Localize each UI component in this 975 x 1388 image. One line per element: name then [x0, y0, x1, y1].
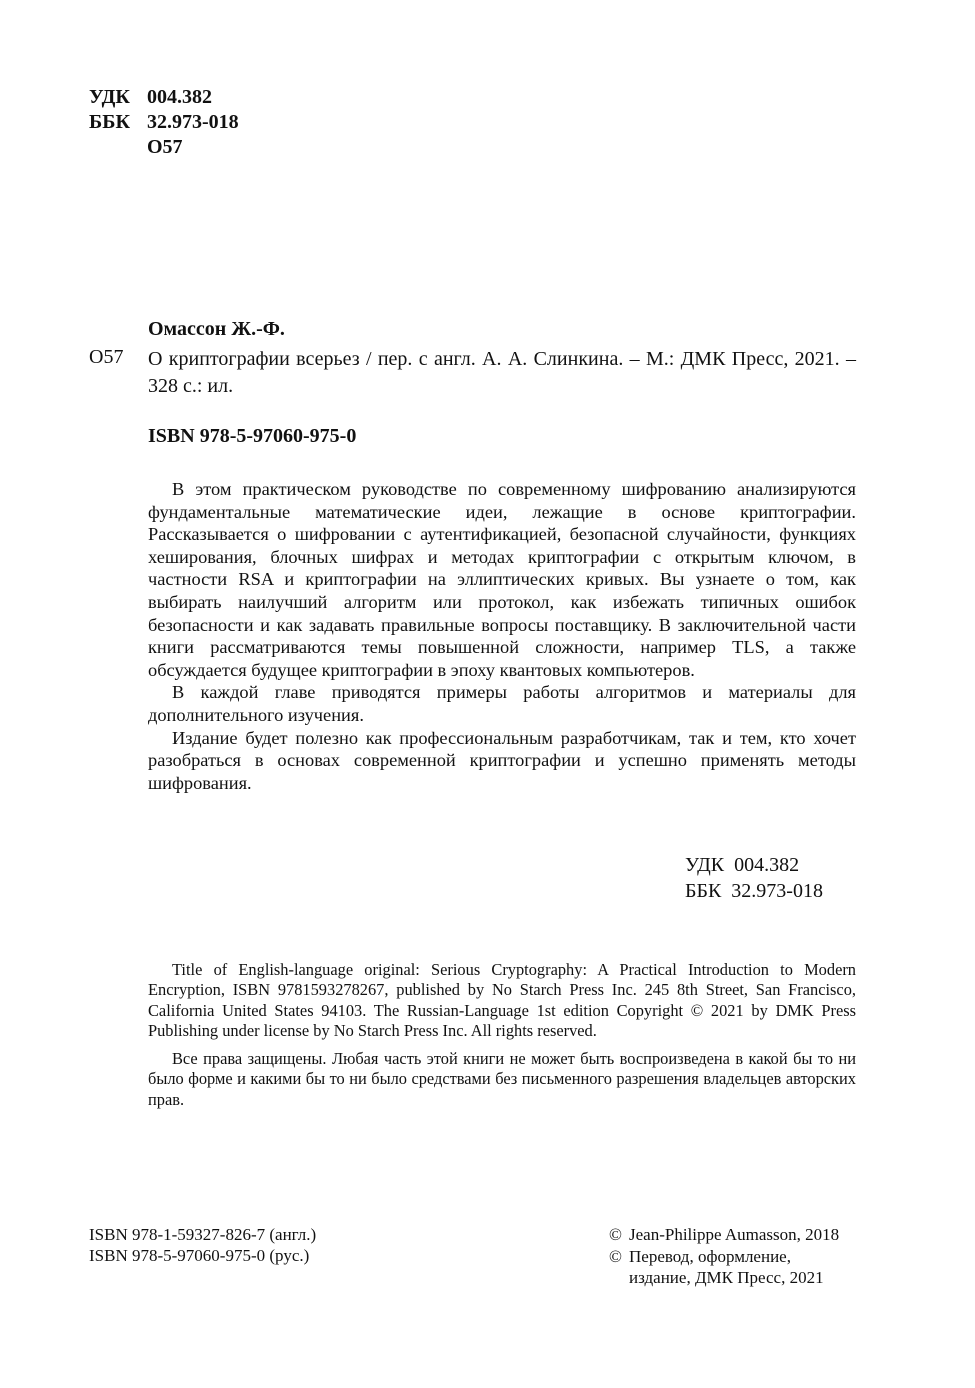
- udk-row: [89, 85, 239, 110]
- author-name: Омассон Ж.-Ф.: [148, 318, 285, 340]
- bbk-value: 32.973-018: [147, 111, 239, 133]
- bbk-label: ББК: [89, 111, 130, 133]
- copyright-translation-row: [609, 1246, 839, 1268]
- classification-block-bottom: [685, 852, 823, 904]
- bbk-row: [89, 110, 239, 135]
- copyright-symbol: ©: [609, 1246, 622, 1266]
- bibliographic-description: О криптографии всерьез / пер. с англ. А. А. Слинкина. – М.: ДМК Пресс, 2021. – 328 с.: ил.: [148, 348, 856, 397]
- classification-block-top: [89, 85, 239, 160]
- author-sign-row: [89, 135, 239, 160]
- isbn-english: ISBN 978-1-59327-826-7 (англ.): [89, 1225, 317, 1244]
- copyright-symbol: ©: [609, 1225, 622, 1244]
- copyright-author: Jean-Philippe Aumasson, 2018: [629, 1225, 840, 1244]
- abstract: [148, 478, 856, 794]
- author-code: О57: [89, 346, 124, 368]
- udk-label: УДК: [89, 86, 130, 108]
- legal-notice: [148, 960, 856, 1110]
- isbn-list: [89, 1224, 316, 1266]
- udk-line: УДК 004.382: [685, 854, 800, 876]
- copyright-translation-line1: Перевод, оформление,: [629, 1246, 791, 1266]
- udk-value: 004.382: [147, 86, 212, 108]
- abstract-paragraph: Издание будет полезно как профессиональным разработчикам, так и тем, кто хочет разобраться в основах современной криптографии и успешно применять методы шифрования.: [148, 727, 856, 793]
- abstract-paragraph: В этом практическом руководстве по современному шифрованию анализируются фундаментальные математические идеи, лежащие в основе криптографии. Рассказывается о шифровании с аутентификацией, безопасной случайности, функциях хеширования, блочных шифрах и методах криптографии с открытым ключом, в частности RSA и криптографии на эллиптических кривых. Вы узнаете о том, как выбирать наилучший алгоритм или протокол, как избежать типичных ошибок безопасности и как задавать правильные вопросы поставщику. В заключительной части книги рассматриваются темы повышенной сложности, например TLS, а также обсуждается будущее криптографии в эпоху квантовых компьютеров.: [148, 479, 856, 680]
- copyright-author-row: [609, 1224, 839, 1246]
- abstract-paragraph: В каждой главе приводятся примеры работы алгоритмов и материалы для дополнительного изучения.: [148, 682, 856, 725]
- isbn-russian: ISBN 978-5-97060-975-0 (рус.): [89, 1246, 310, 1265]
- copyright-translation-line2: издание, ДМК Пресс, 2021: [629, 1268, 824, 1287]
- author-sign: О57: [147, 136, 183, 158]
- bbk-line: ББК 32.973-018: [685, 880, 823, 902]
- copyright-block: [609, 1224, 839, 1289]
- legal-russian: Все права защищены. Любая часть этой книги не может быть воспроизведена в какой бы то ни было форме и какими бы то ни было средствами без письменного разрешения владельцев авторских прав.: [148, 1049, 856, 1109]
- legal-english: Title of English-language original: Serious Cryptography: A Practical Introduction to Modern Encryption, ISBN 9781593278267, published by No Starch Press Inc. 245 8th Street, San Francisco, California United States 94103. The Russian-Language 1st edition Copyright © 2021 by DMK Press Publishing under license by No Starch Press Inc. All rights reserved.: [148, 960, 856, 1040]
- copyright-translation-row2: [609, 1267, 839, 1289]
- isbn-main: ISBN 978-5-97060-975-0: [148, 425, 357, 447]
